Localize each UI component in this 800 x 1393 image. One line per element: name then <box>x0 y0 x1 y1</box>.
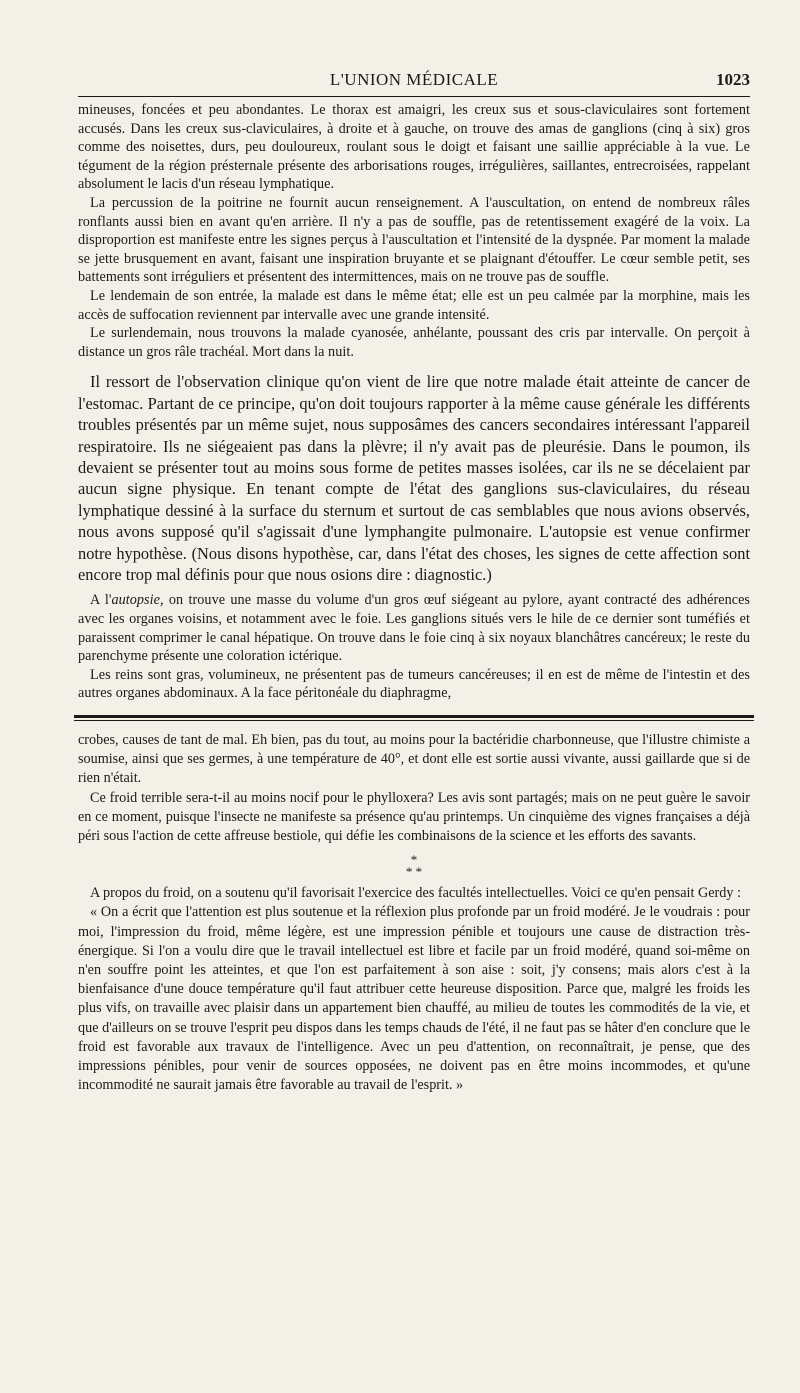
gerdy-quote <box>78 903 750 1095</box>
autopsy-paragraph-2: Les reins sont gras, volumineux, ne présentent pas de tumeurs cancéreuses; il en est de même de l'intestin et des autres organes abdominaux. A la face péritonéale du diaphragme, <box>78 666 750 702</box>
autopsy-lead: A l' <box>90 592 112 609</box>
journal-page <box>0 58 800 1393</box>
commentary-section <box>78 371 750 585</box>
running-header <box>78 58 750 90</box>
observation-paragraph-3: Le lendemain de son entrée, la malade est dans le même état; elle est un peu calmée par la morphine, mais les accès de suffocation reviennent par intervalle avec une grande intensité. <box>78 287 750 323</box>
asterism-separator <box>78 854 750 878</box>
autopsy-paragraph-1 <box>78 591 750 665</box>
observation-section <box>78 101 750 361</box>
observation-paragraph-1: mineuses, foncées et peu abondantes. Le thorax est amaigri, les creux sus et sous-claviculaires sont fortement accusés. Dans les creux sus-claviculaires, à droite et à gauche, on trouve des amas de ganglions (cinq à six) gros comme des noisettes, durs, peu douloureux, roulant sous le doigt et faisant une saillie appréciable à la vue. Le tégument de la région présternale présente des arborisations rouges, irrégulières, saillantes, entrecroisées, rappelant absolument le lacis d'un réseau lymphatique. <box>78 102 750 193</box>
feuilleton-paragraph-1: crobes, causes de tant de mal. Eh bien, pas du tout, au moins pour la bactéridie charbonneuse, que l'illustre chimiste a soumise, ainsi que ses germes, à une température de 40°, et dont elle est sortie aussi vivante, aussi gaillarde que si de rien n'était. <box>78 731 750 787</box>
asterism-bottom: * * <box>405 864 423 880</box>
asterism-top: * <box>410 852 418 868</box>
autopsy-rest: on trouve une masse du volume d'un gros œuf siégeant au pylore, ayant contracté des adhérences avec les organes voisins, et notamment avec le foie. Les ganglions situés vers le hile de ce dernier sont tuméfiés et paraissent comprimer le canal hépatique. On trouve dans le foie cinq à six noyaux blanchâtres cancéreux; le reste du parenchyme présente une coloration ictérique. <box>78 592 750 665</box>
journal-title: L'UNION MÉDICALE <box>329 70 499 89</box>
observation-paragraph-2: La percussion de la poitrine ne fournit aucun renseignement. A l'auscultation, on entend de nombreux râles ronflants aussi bien en avant qu'en arrière. Il n'y a pas de souffle, pas de retentissement exagéré de la voix. La disproportion est manifeste entre les signes perçus à l'auscultation et l'intensité de la dyspnée. Par moment la malade se jette brusquement en avant, faisant une inspiration bruyante et se plaignant d'étouffer. Le cœur semble petit, ses battements sont irréguliers et présentent des intermittences, mais on ne trouve pas de souffle. <box>78 194 750 286</box>
header-rule <box>78 96 750 97</box>
autopsy-section <box>78 591 750 703</box>
feuilleton-divider <box>74 715 754 721</box>
feuilleton-section <box>78 731 750 1095</box>
commentary-paragraph: Il ressort de l'observation clinique qu'on vient de lire que notre malade était atteinte de cancer de l'estomac. Partant de ce principe, qu'on doit toujours rapporter à la même cause générale les différents troubles présentés par un même sujet, nous supposâmes des cancers secondaires intéressant l'appareil respiratoire. Ils ne siégeaient pas dans la plèvre; il n'y avait pas de pleurésie. Dans le poumon, ils devaient se présenter tout au moins sous forme de petites masses isolées, car ils ne se décelaient par aucun signe physique. En tenant compte de l'état des ganglions sus-claviculaires, du réseau lymphatique dessiné à la surface du sternum et surtout de cas semblables que nous avions observés, nous avons supposé qu'il s'agissait d'une lymphangite pulmonaire. L'autopsie est venue confirmer notre hypothèse. (Nous disons hypothèse, car, dans l'état des choses, les signes de cette affection sont encore trop mal définis pour que nous osions dire : diagnostic.) <box>78 372 750 584</box>
feuilleton-paragraph-3: A propos du froid, on a soutenu qu'il favorisait l'exercice des facultés intellectuelles. Voici ce qu'en pensait Gerdy : <box>90 885 741 902</box>
page-number: 1023 <box>716 70 750 89</box>
quote-paragraph: « On a écrit que l'attention est plus soutenue et la réflexion plus profonde par un froid modéré. Je le voudrais : pour moi, l'impression du froid, même légère, est une impression pénible et toujours une cause de distraction très-énergique. Si l'on a voulu dire que le travail intellectuel est libre et facile par un froid modéré, quand soi-même on n'en souffre point les atteintes, et que l'on est parfaitement à son aise : soit, j'y consens; mais alors c'est à la bienfaisance d'une douce température qu'il faut attribuer cette heureuse disposition. Parce que, malgré les froids les plus vifs, on travaille avec plaisir dans un appartement bien chauffé, au milieu de toutes les commodités de la vie, et que d'ailleurs on se trouve l'esprit peu dispos dans les temps chauds de l'été, il ne faut pas se hâter d'en conclure que le froid est favorable aux travaux de l'intelligence. Avec un peu d'attention, on reconnaîtrait, je pense, que des impressions pénibles, pour venir de sources opposées, ne doivent pas en être moins incommodes, et qu'une incommodité ne saurait jamais être favorable au travail de l'esprit. » <box>78 904 750 1094</box>
feuilleton-paragraph-2: Ce froid terrible sera-t-il au moins nocif pour le phylloxera? Les avis sont partagés; mais on ne peut guère le savoir en ce moment, puisque l'insecte ne manifeste sa présence qu'au printemps. Un cinquième des vignes françaises a déjà péri sous l'action de cette affreuse bestiole, qui défie les combinaisons de la science et les efforts des savants. <box>78 789 750 844</box>
observation-paragraph-4: Le surlendemain, nous trouvons la malade cyanosée, anhélante, poussant des cris par intervalle. On perçoit à distance un gros râle trachéal. Mort dans la nuit. <box>78 325 750 360</box>
autopsy-italic: autopsie, <box>111 592 164 609</box>
